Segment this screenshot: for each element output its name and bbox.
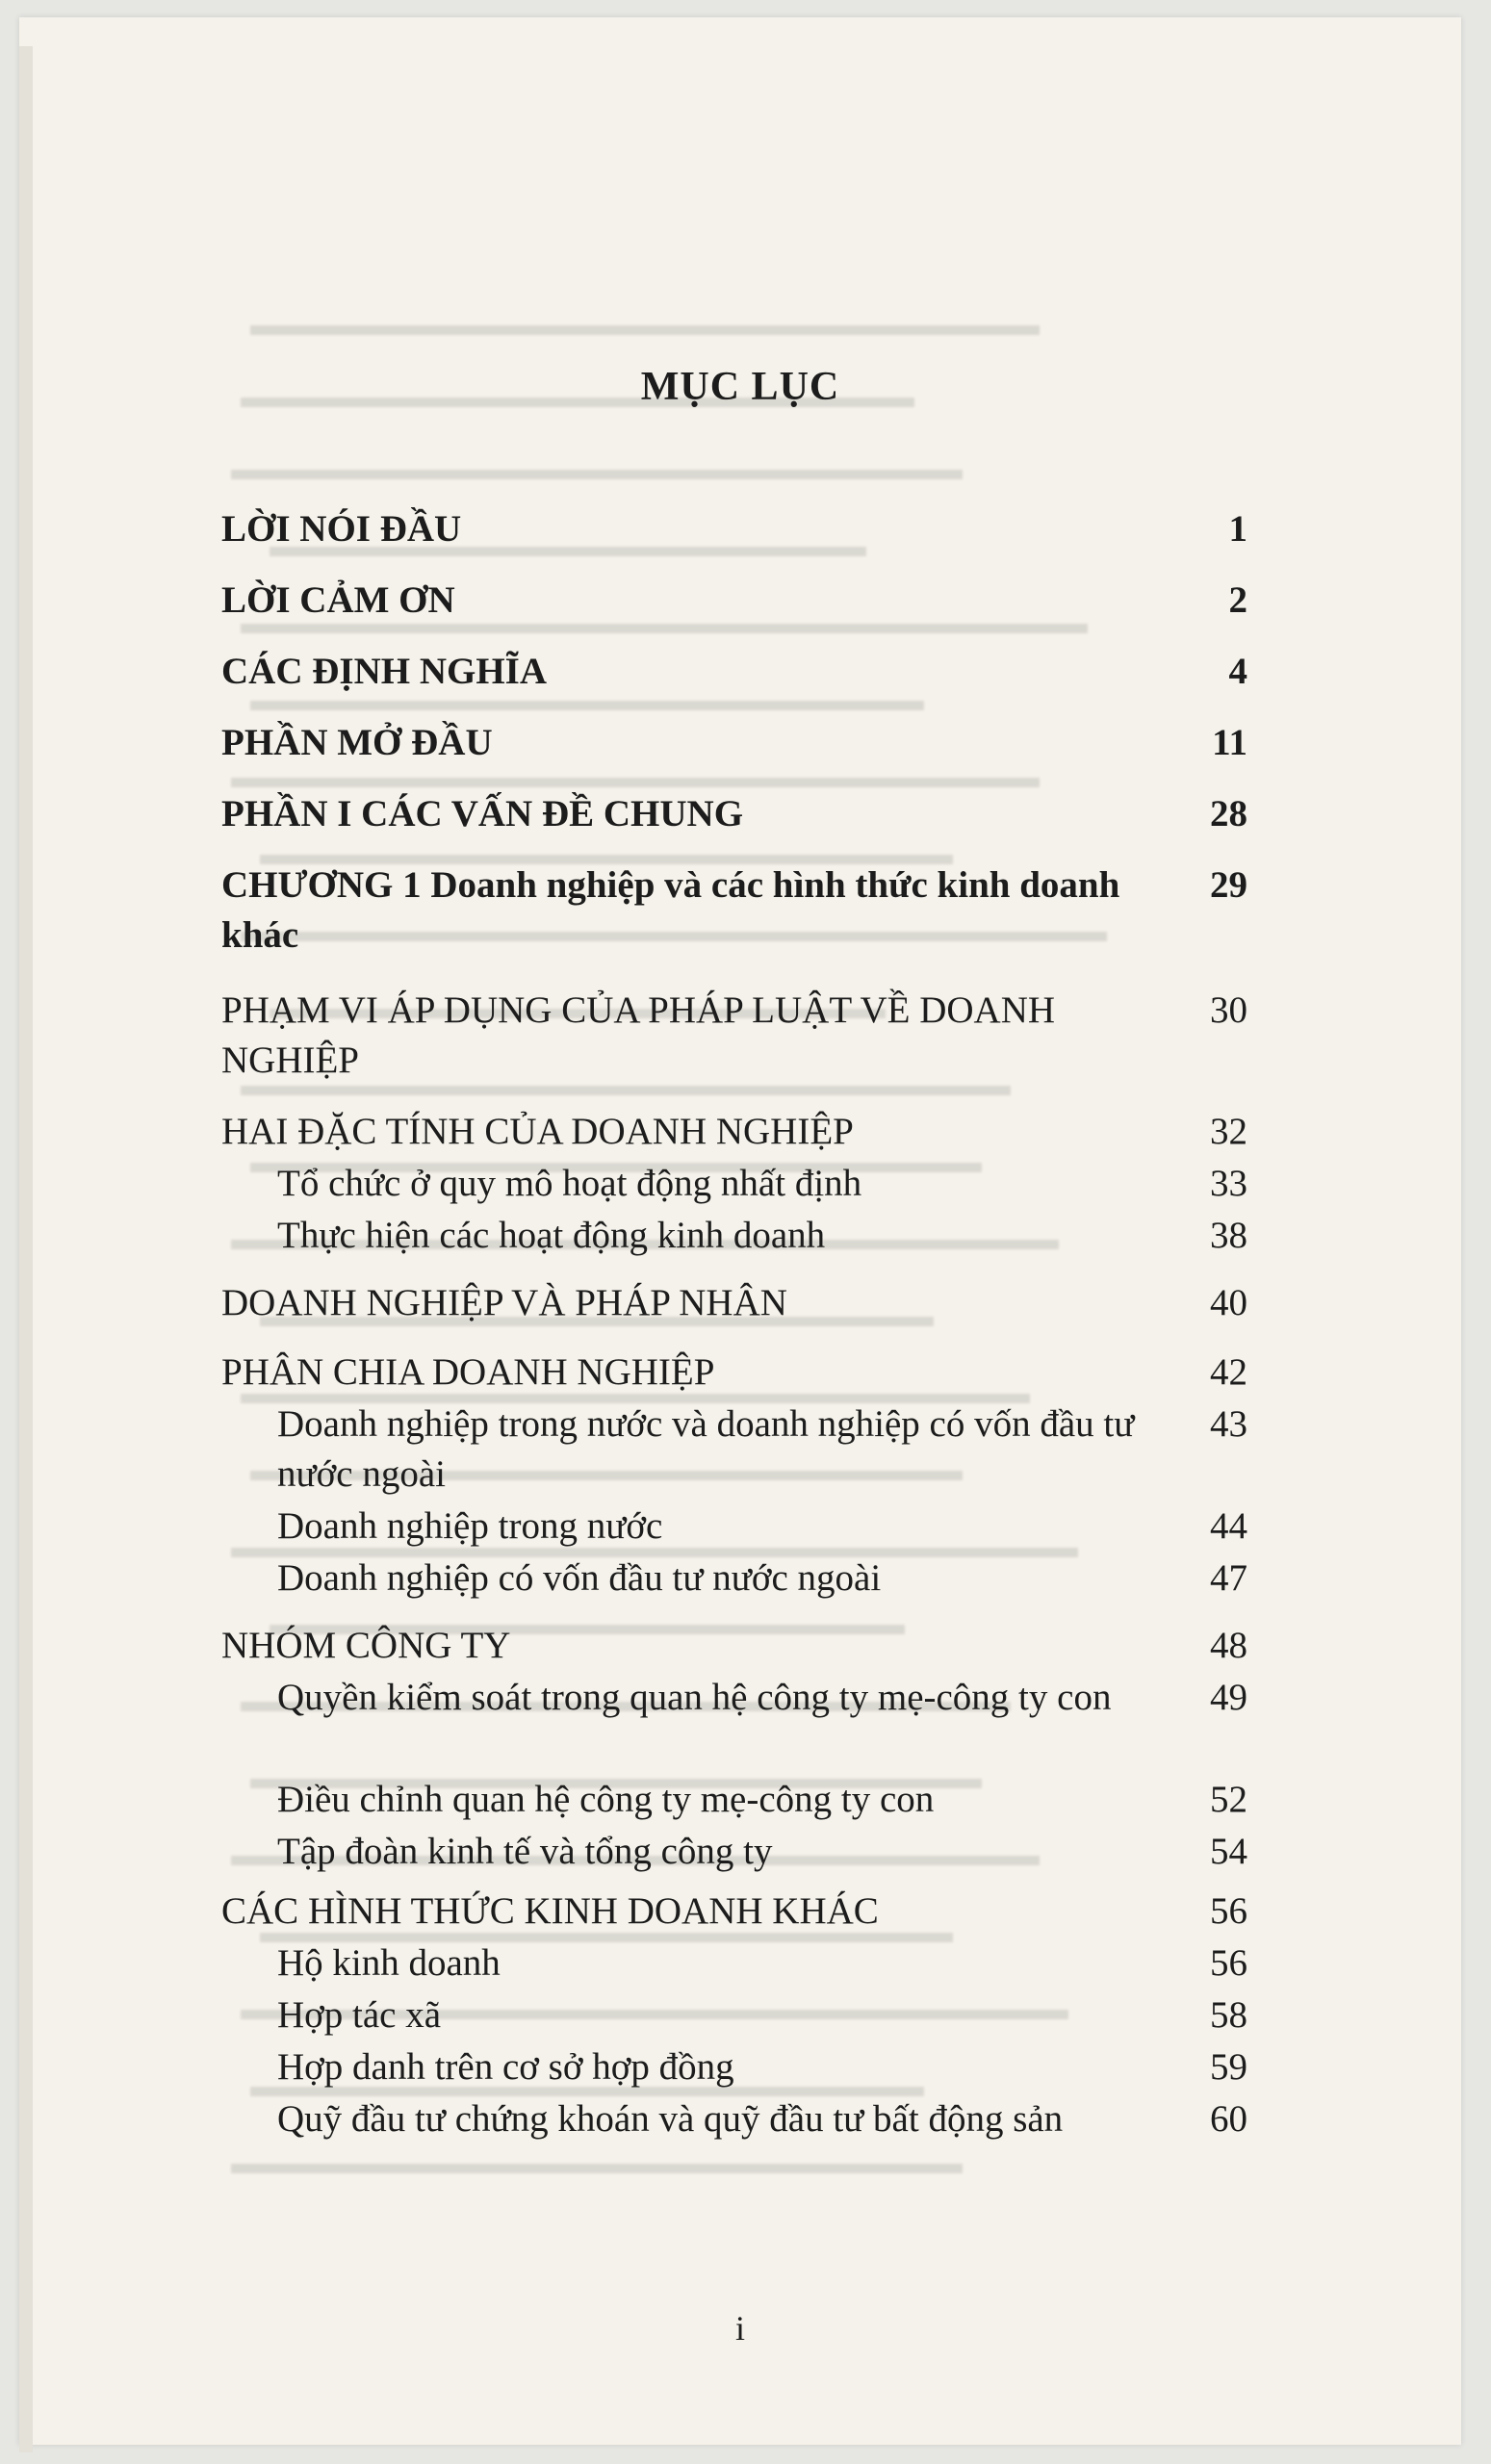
toc-entry-label: PHẠM VI ÁP DỤNG CỦA PHÁP LUẬT VỀ DOANH NGHIỆP (221, 989, 1056, 1081)
toc-entry[interactable] (221, 647, 1247, 697)
page-number: i (734, 2309, 745, 2348)
toc-entry[interactable] (221, 718, 1247, 768)
toc-subentry[interactable] (277, 1159, 1247, 1209)
toc-entry-page: 59 (1210, 2046, 1247, 2088)
toc-subentry[interactable] (277, 1502, 1247, 1552)
toc-subentry[interactable] (277, 1211, 1247, 1261)
toc-entry-label: Quyền kiểm soát trong quan hệ công ty mẹ-công ty con (277, 1677, 1112, 1718)
toc-subentry[interactable] (277, 2094, 1247, 2144)
toc-subentry[interactable] (277, 1990, 1247, 2040)
toc-entry-label: Doanh nghiệp trong nước và doanh nghiệp có vốn đầu tư nước ngoài (277, 1403, 1135, 1495)
toc-entry-page: 56 (1210, 1942, 1247, 1984)
toc-subentry[interactable] (277, 1399, 1247, 1500)
toc-entry-page: 52 (1210, 1779, 1247, 1820)
toc-entry-label: PHẦN MỞ ĐẦU (221, 722, 493, 763)
toc-entry[interactable] (221, 1278, 1247, 1328)
toc-entry-label: HAI ĐẶC TÍNH CỦA DOANH NGHIỆP (221, 1111, 854, 1152)
toc-entry-label: Quỹ đầu tư chứng khoán và quỹ đầu tư bất động sản (277, 2098, 1064, 2140)
toc-entry-page: 42 (1210, 1351, 1247, 1393)
toc-entry-label: Doanh nghiệp có vốn đầu tư nước ngoài (277, 1557, 882, 1599)
toc-entry-label: Doanh nghiệp trong nước (277, 1505, 663, 1547)
toc-entry[interactable] (221, 504, 1247, 554)
toc-entry-page: 1 (1228, 508, 1247, 550)
toc-entry-page: 58 (1210, 1994, 1247, 2036)
toc-entry-label: Điều chỉnh quan hệ công ty mẹ-công ty con (277, 1779, 935, 1820)
toc-entry-page: 44 (1210, 1505, 1247, 1547)
toc-entry-page: 40 (1210, 1282, 1247, 1323)
toc-entry-label: Tổ chức ở quy mô hoạt động nhất định (277, 1163, 862, 1204)
toc-entry-label: PHÂN CHIA DOANH NGHIỆP (221, 1351, 715, 1393)
toc-entry[interactable] (221, 789, 1247, 839)
toc-entry[interactable] (221, 1886, 1247, 1937)
toc-subentry[interactable] (277, 1775, 1247, 1825)
toc-entry-label: NHÓM CÔNG TY (221, 1625, 511, 1666)
toc-entry-label: DOANH NGHIỆP VÀ PHÁP NHÂN (221, 1282, 787, 1323)
toc-entry-page: 43 (1210, 1403, 1247, 1445)
toc-entry-label: Thực hiện các hoạt động kinh doanh (277, 1215, 826, 1256)
toc-entry[interactable] (221, 1348, 1247, 1398)
toc-entry-page: 28 (1210, 793, 1247, 834)
toc-entry-page: 47 (1210, 1557, 1247, 1599)
toc-entry-label: Hộ kinh doanh (277, 1942, 501, 1984)
toc-entry-page: 60 (1210, 2098, 1247, 2140)
toc-subentry[interactable] (277, 2042, 1247, 2092)
toc-entry-label: CHƯƠNG 1 Doanh nghiệp và các hình thức kinh doanh khác (221, 864, 1120, 956)
toc-subentry[interactable] (277, 1553, 1247, 1604)
toc-entry-page: 48 (1210, 1625, 1247, 1666)
toc-entry[interactable] (221, 1621, 1247, 1671)
toc-entry-page: 4 (1228, 651, 1247, 692)
toc-entry-page: 30 (1210, 989, 1247, 1031)
toc-entry-label: Tập đoàn kinh tế và tổng công ty (277, 1831, 773, 1872)
toc-entry-label: CÁC HÌNH THỨC KINH DOANH KHÁC (221, 1890, 879, 1932)
toc-entry-label: Hợp tác xã (277, 1994, 442, 2036)
toc-entry-page: 32 (1210, 1111, 1247, 1152)
toc-entry-label: LỜI CẢM ƠN (221, 579, 455, 621)
toc-entry-label: PHẦN I CÁC VẤN ĐỀ CHUNG (221, 793, 744, 834)
toc-entry[interactable] (221, 576, 1247, 626)
toc-entry-page: 56 (1210, 1890, 1247, 1932)
toc-entry[interactable] (221, 860, 1247, 961)
toc-subentry[interactable] (277, 1827, 1247, 1877)
toc-entry-page: 2 (1228, 579, 1247, 621)
toc-entry-page: 33 (1210, 1163, 1247, 1204)
toc-subentry[interactable] (277, 1673, 1247, 1723)
toc-entry-page: 29 (1210, 864, 1247, 906)
toc-entry-page: 54 (1210, 1831, 1247, 1872)
toc-subentry[interactable] (277, 1938, 1247, 1989)
toc-entry-label: Hợp danh trên cơ sở hợp đồng (277, 2046, 734, 2088)
toc-entry[interactable] (221, 986, 1247, 1086)
page-title: MỤC LỤC (640, 365, 840, 409)
toc-entry-page: 11 (1212, 722, 1247, 763)
toc-entry-page: 38 (1210, 1215, 1247, 1256)
toc-entry[interactable] (221, 1107, 1247, 1157)
toc-entry-label: LỜI NÓI ĐẦU (221, 508, 462, 550)
toc-entry-page: 49 (1210, 1677, 1247, 1718)
toc-entry-label: CÁC ĐỊNH NGHĨA (221, 651, 548, 692)
book-page (19, 17, 1461, 2445)
